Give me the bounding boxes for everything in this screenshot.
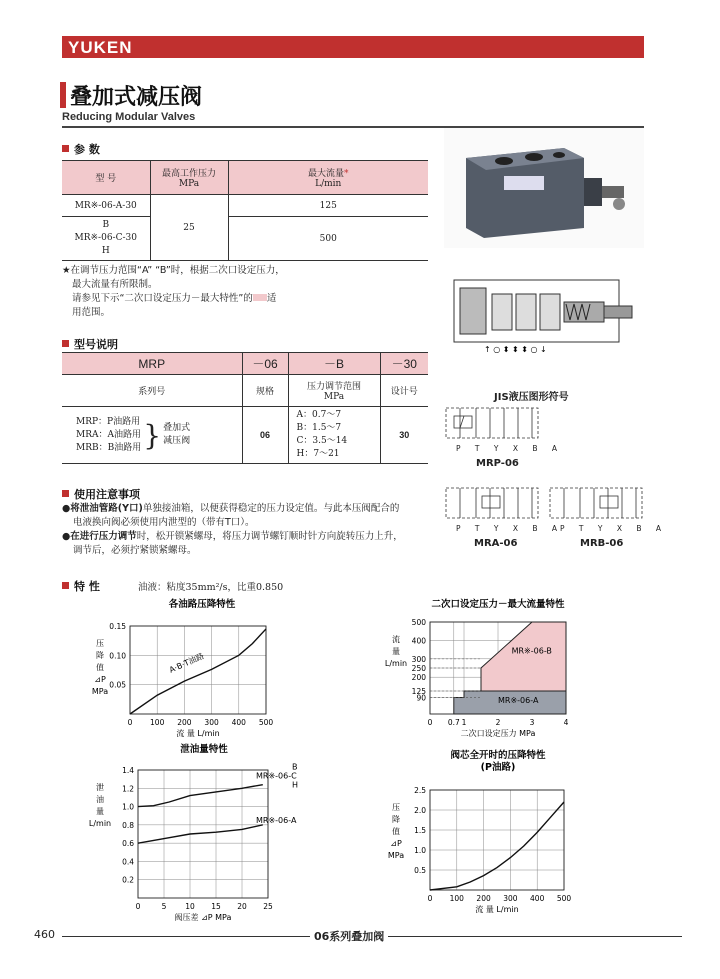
y-axis-label: 压: [392, 803, 400, 812]
row2-model: B MR※-06-C-30 H: [62, 217, 150, 261]
model-h1: MRP: [62, 353, 242, 375]
y-tick-label: 0.15: [109, 622, 126, 631]
model-design: 30: [380, 407, 428, 464]
section-perf: 特 性: [62, 578, 100, 594]
chart-title: 二次口设定压力－最大流量特性: [431, 599, 565, 610]
x-tick-label: 400: [530, 894, 545, 903]
y-tick-label: 0.4: [122, 857, 134, 867]
x-tick-label: 0.7: [447, 718, 460, 727]
x-tick-label: 20: [237, 902, 247, 911]
y-tick-label: 500: [411, 618, 426, 627]
x-tick-label: 0: [427, 718, 433, 727]
series-label: A·B·T油路: [167, 651, 206, 675]
x-tick-label: 200: [476, 894, 491, 903]
x-axis-label: 流 量 L/min: [475, 905, 519, 914]
y-tick-label: 1.0: [414, 846, 426, 855]
jis-mrb: MRB-06: [580, 538, 624, 549]
y-tick-label: 2.5: [414, 786, 426, 795]
y-axis-label: 降: [392, 815, 400, 824]
y-axis-label: 量: [392, 647, 400, 656]
x-tick-label: 300: [204, 718, 219, 727]
y-tick-label: 400: [411, 636, 426, 646]
y-tick-label: 0.05: [109, 680, 126, 690]
y-tick-label: 300: [411, 654, 426, 664]
y-tick-label: 0.5: [414, 866, 426, 875]
x-tick-label: 500: [258, 718, 274, 727]
y-axis-label: 油: [96, 795, 104, 804]
page-number: 460: [34, 928, 55, 941]
y-axis-label: 降: [96, 651, 104, 660]
series-label-top: B: [292, 762, 298, 772]
col-model: 型 号: [62, 161, 150, 195]
x-tick-label: 5: [161, 902, 167, 911]
page-subtitle: Reducing Modular Valves: [62, 111, 196, 123]
x-tick-label: 4: [563, 718, 569, 727]
y-axis-label: 泄: [96, 783, 104, 792]
x-axis-label: 阀压差 ⊿P MPa: [174, 913, 232, 922]
brand-logo: YUKEN: [68, 38, 133, 57]
x-tick-label: 500: [556, 894, 572, 903]
y-axis-label: L/min: [384, 659, 408, 668]
section-model: 型号说明: [62, 336, 118, 352]
y-axis-label: 量: [96, 807, 104, 816]
y-tick-label: 1.0: [122, 802, 134, 812]
series-label-b: MR※-06-B: [511, 646, 552, 656]
series-label: MR※-06-A: [256, 815, 297, 825]
y-tick-label: 0.2: [122, 875, 134, 885]
chart-title: 阀芯全开时的压降特性: [450, 750, 546, 761]
footer-series: 06系列叠加阀: [310, 928, 388, 944]
model-series: MRP：P油路用 MRA：A油路用 MRB：B油路用 } 叠加式 减压阀: [62, 407, 242, 464]
series-line: [130, 629, 266, 714]
series-line: [430, 802, 564, 890]
series-label: MR※-06-C: [256, 771, 297, 781]
y-tick-label: 1.2: [122, 784, 134, 794]
jis-ports-3: P T Y X B A: [560, 524, 668, 533]
caution-text: ●将泄油管路(Y口)单独接油箱，以便获得稳定的压力设定值。与此本压阀配合的 电液换向阀必须使用内泄型的（带有T口）。 ●在进行压力调节时，松开锁紧螺母，将压力调节螺钉顺时针方向旋转压力上升， 调节后，必须拧紧锁紧螺母。: [62, 503, 403, 556]
model-h4: －30: [380, 353, 428, 375]
plot-frame: [130, 626, 266, 714]
x-tick-label: 100: [150, 718, 165, 727]
x-tick-label: 10: [185, 902, 195, 911]
model-h3: －B: [288, 353, 380, 375]
y-axis-label: ⊿P: [390, 839, 402, 848]
jis-ports-1: P T Y X B A: [456, 444, 564, 453]
jis-mrp: MRP-06: [476, 458, 519, 469]
y-axis-label: MPa: [387, 851, 405, 860]
y-tick-label: 1.4: [122, 766, 134, 775]
model-h2: －06: [242, 353, 288, 375]
y-axis-label: ⊿P: [94, 675, 106, 684]
chart-title: 各油路压降特性: [168, 599, 236, 610]
x-tick-label: 15: [211, 902, 221, 911]
chart-title: 泄油量特性: [180, 744, 228, 755]
y-axis-label: 值: [96, 663, 104, 672]
row2-flow: 500: [228, 217, 428, 261]
chart-subtitle: (P油路): [480, 762, 516, 773]
x-tick-label: 0: [127, 718, 133, 727]
row1-model: MR※-06-A-30: [62, 195, 150, 217]
jis-mra: MRA-06: [474, 538, 518, 549]
section-params: 参 数: [62, 141, 100, 157]
y-axis-label: 压: [96, 639, 104, 648]
model-range: A：0.7～7 B：1.5～7 C：3.5～14 H：7～21: [288, 407, 380, 464]
model-c3: 压力调节范围 MPa: [288, 375, 380, 407]
y-axis-label: L/min: [88, 819, 112, 828]
y-tick-label: 125: [411, 687, 426, 696]
col-pressure: 最高工作压力 MPa: [150, 161, 228, 195]
x-tick-label: 400: [231, 718, 246, 727]
series-label-a: MR※-06-A: [498, 695, 539, 705]
y-tick-label: 250: [411, 664, 426, 673]
y-tick-label: 2.0: [414, 806, 426, 815]
x-axis-label: 二次口设定压力 MPa: [460, 729, 536, 738]
svg-text:↑ ○ ⬍ ⬍ ⬍ ○ ↓: ↑ ○ ⬍ ⬍ ⬍ ○ ↓: [484, 345, 547, 354]
params-note: ★在调节压力范围“A” “B”时，根据二次口设定压力， 最大流量有所限制。 请参见下示“二次口设定压力－最大特性”的 适 用范围。: [62, 265, 285, 318]
plot-frame: [430, 790, 564, 890]
y-tick-label: 0.10: [109, 651, 126, 661]
model-c4: 设计号: [380, 375, 428, 407]
y-tick-label: 1.5: [414, 826, 426, 835]
x-tick-label: 100: [449, 894, 464, 903]
row1-flow: 125: [228, 195, 428, 217]
jis-ports-2: P T Y X B A: [456, 524, 564, 533]
y-tick-label: 0.8: [122, 820, 134, 830]
series-line: [138, 825, 263, 843]
x-tick-label: 200: [177, 718, 192, 727]
plot-frame: [138, 770, 268, 898]
col-flow: 最大流量* L/min: [228, 161, 428, 195]
y-tick-label: 0.6: [122, 839, 134, 849]
x-tick-label: 3: [529, 718, 535, 727]
x-tick-label: 25: [263, 902, 273, 911]
x-tick-label: 1: [461, 718, 467, 727]
y-tick-label: 200: [411, 673, 426, 683]
y-axis-label: 流: [392, 635, 400, 644]
model-size: 06: [242, 407, 288, 464]
model-c1: 系列号: [62, 375, 242, 407]
y-tick-label: 90: [416, 693, 426, 703]
model-c2: 规格: [242, 375, 288, 407]
page-title: 叠加式减压阀: [70, 85, 203, 110]
fluid-note: 油液：粘度35mm²/s，比重0.850: [138, 582, 284, 593]
x-axis-label: 流 量 L/min: [176, 729, 220, 738]
x-tick-label: 2: [495, 718, 501, 727]
x-tick-label: 0: [427, 894, 433, 903]
y-axis-label: 值: [392, 827, 400, 836]
series-line: [138, 785, 263, 807]
pressure-value: 25: [150, 195, 228, 261]
y-axis-label: MPa: [91, 687, 109, 696]
x-tick-label: 0: [135, 902, 141, 911]
x-tick-label: 300: [503, 894, 518, 903]
jis-title: JIS液压图形符号: [494, 392, 569, 403]
section-caution: 使用注意事项: [62, 486, 140, 502]
series-label-bottom: H: [292, 780, 299, 790]
